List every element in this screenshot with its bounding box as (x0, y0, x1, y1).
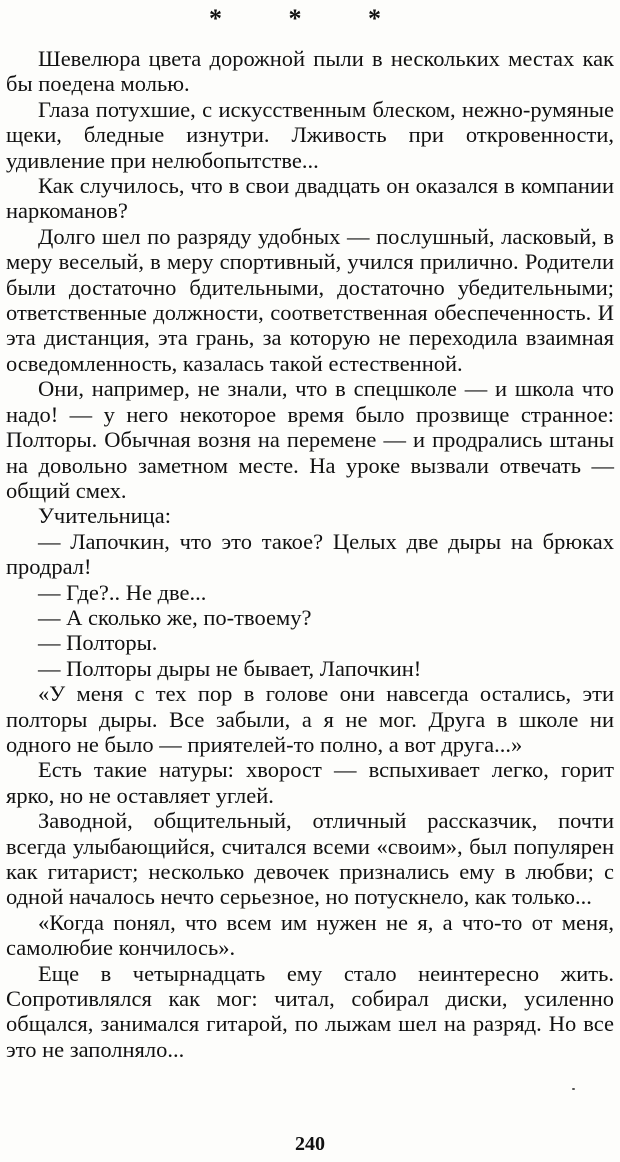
quote-paragraph: «У меня с тех пор в голове они навсегда остались, эти полторы дыры. Все забыли, а я не мог. Друга в школе ни одного не было — приятелей-то полно, а вот друга...» (6, 681, 614, 757)
section-separator: * * * (209, 4, 411, 33)
paragraph: Долго шел по разряду удобных — послушный, ласковый, в меру веселый, в меру спортивный, учился прилично. Родители были достаточно бдительными, достаточно убедительными; ответственные должности, соответственная обеспеченность. И эта дистанция, эта грань, за которую не переходила взаимная осведомленность, казалась такой естественной. (6, 223, 614, 376)
dialogue-line: — Полторы. (38, 630, 158, 656)
dialogue-line: — Где?.. Не две... (38, 579, 207, 605)
page-body-text (6, 46, 614, 1062)
paragraph: Как случилось, что в свои двадцать он оказался в компании наркоманов? (6, 173, 614, 224)
print-speck (572, 1088, 575, 1090)
page-number: 240 (295, 1133, 325, 1155)
dialogue-line: — Полторы дыры не бывает, Лапочкин! (38, 655, 422, 681)
paragraph: Еще в четырнадцать ему стало неинтересно жить. Сопротивлялся как мог: читал, собирал диски, усиленно общался, занимался гитарой, по лыжам шел на разряд. Но все это не заполняло... (6, 960, 614, 1062)
paragraph: Глаза потухшие, с искусственным блеском, нежно-румяные щеки, бледные изнутри. Лживость при откровенности, удивление при нелюбопытстве... (6, 96, 614, 173)
paragraph: Они, например, не знали, что в спецшколе — и школа что надо! — у него некоторое время было прозвище странное: Полторы. Обычная возня на перемене — и продрались штаны на довольно заметном месте. На уроке вызвали отвечать — общий смех. (6, 376, 614, 503)
quote-paragraph: «Когда понял, что всем им нужен не я, а что-то от меня, самолюбие кончилось». (6, 909, 614, 961)
paragraph: Учительница: (38, 503, 171, 529)
dialogue-line: — Лапочкин, что это такое? Целых две дыры на брюках продрал! (6, 528, 614, 580)
paragraph: Шевелюра цвета дорожной пыли в нескольких местах как бы поедена молью. (6, 46, 614, 97)
dialogue-line: — А сколько же, по-твоему? (38, 604, 312, 630)
paragraph: Заводной, общительный, отличный рассказчик, почти всегда улыбающийся, считался всеми «своим», был популярен как гитарист; несколько девочек признались ему в любви; с одной началось нечто серьезное, но потускнело, как только... (6, 808, 614, 910)
paragraph: Есть такие натуры: хворост — вспыхивает легко, горит ярко, но не оставляет углей. (6, 757, 614, 808)
